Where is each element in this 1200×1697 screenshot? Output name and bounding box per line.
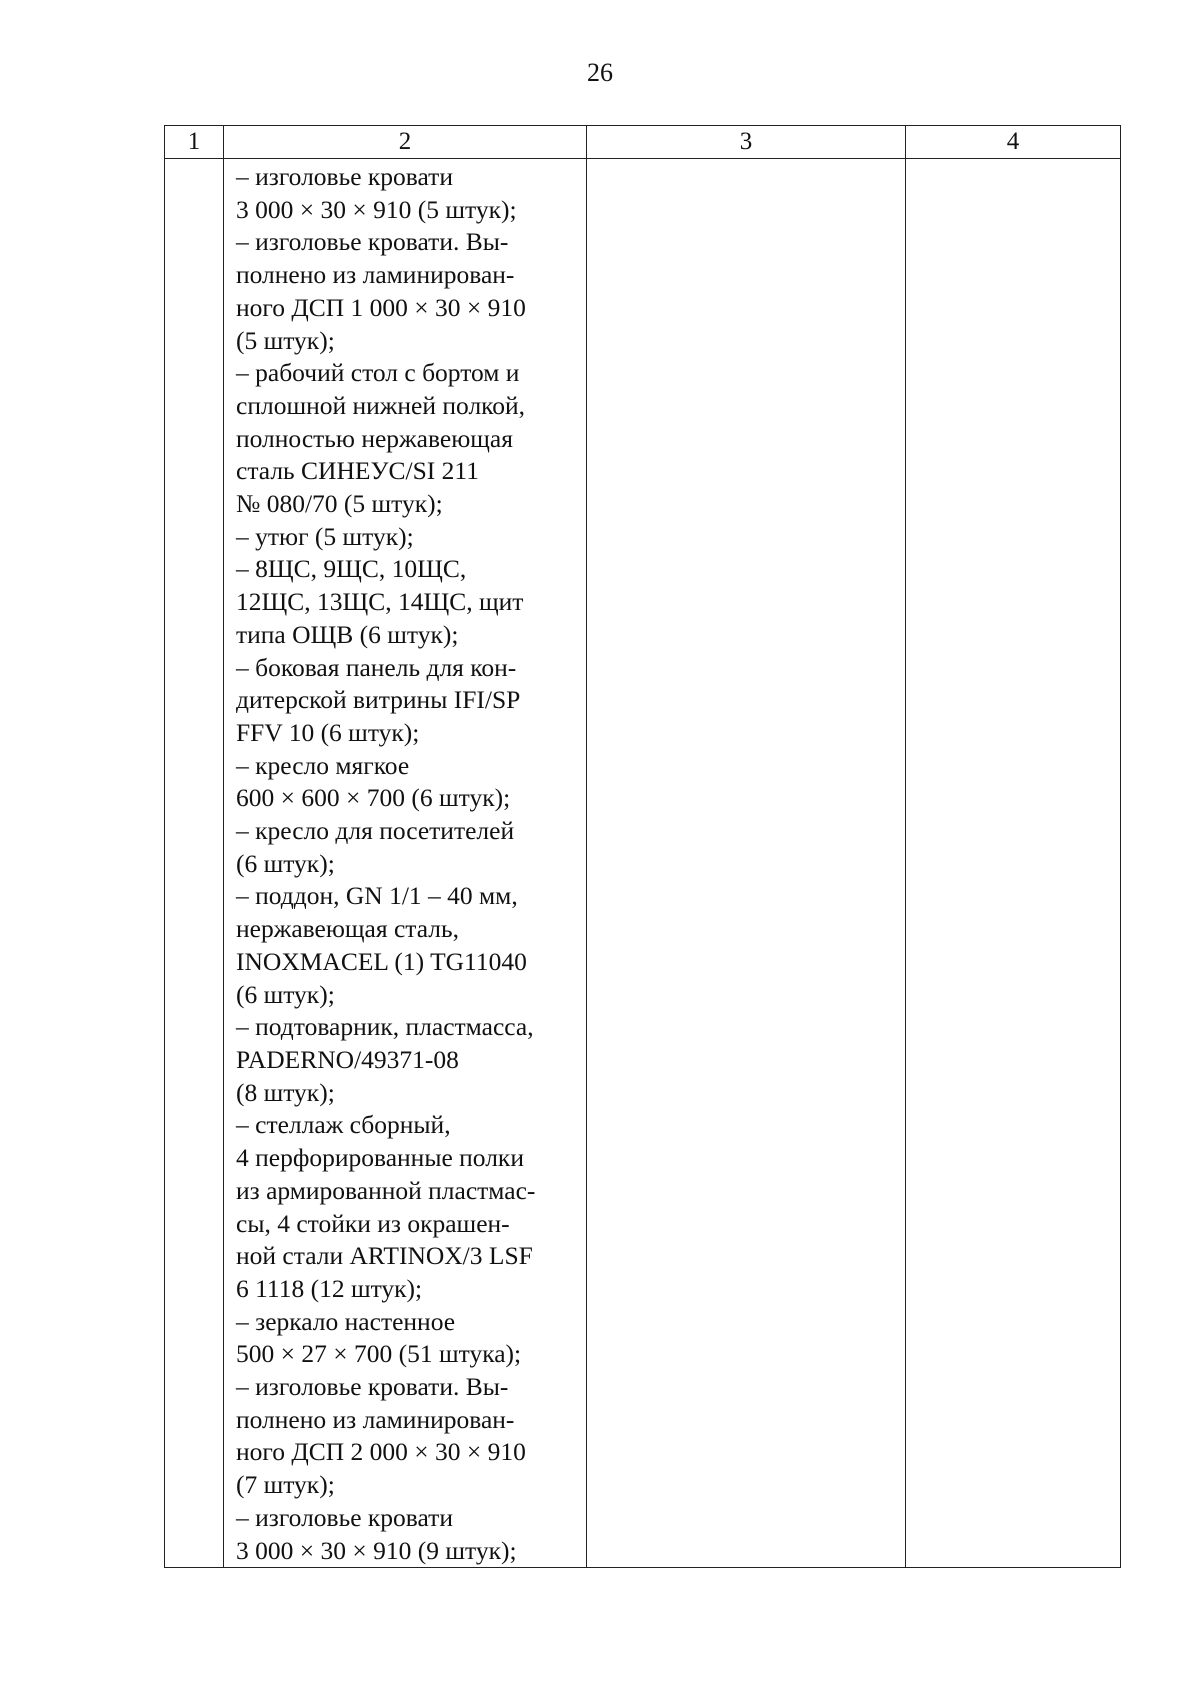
text-line: – стеллаж сборный, (236, 1110, 451, 1140)
text-line: – подтоварник, пластмасса, (236, 1012, 534, 1042)
text-line: из армированной пластмас- (236, 1175, 536, 1205)
text-line: – изголовье кровати (236, 162, 453, 191)
column-header-3: 3 (587, 126, 906, 159)
text-line: – кресло мягкое (236, 750, 410, 780)
text-line: 3 000 × 30 × 910 (9 штук); (236, 1535, 517, 1565)
text-line: FFV 10 (6 штук); (236, 717, 420, 747)
text-line: полнено из ламинирован- (236, 260, 515, 290)
text-line: – изголовье кровати. Вы- (236, 1372, 509, 1402)
text-line: – 8ЩС, 9ЩС, 10ЩС, (236, 554, 467, 584)
column-header-4: 4 (906, 126, 1121, 159)
table-header-row (165, 126, 1121, 159)
text-line: дитерской витрины IFI/SP (236, 685, 521, 715)
table-row (165, 159, 1121, 1568)
text-line: 4 перфорированные полки (236, 1143, 524, 1173)
text-line: сплошной нижней полкой, (236, 390, 526, 420)
text-line: полнено из ламинирован- (236, 1404, 515, 1434)
text-line: ной стали ARTINOX/3 LSF (236, 1241, 533, 1271)
text-line: (5 штук); (236, 325, 335, 355)
cell-column-2 (224, 159, 587, 1568)
text-line: (6 штук); (236, 848, 335, 878)
page-number: 26 (587, 58, 613, 87)
cell-column-4 (906, 159, 1121, 1568)
cell-column-3 (587, 159, 906, 1568)
text-line: 6 1118 (12 штук); (236, 1273, 423, 1303)
text-line: 500 × 27 × 700 (51 штука); (236, 1339, 522, 1369)
text-line: – утюг (5 штук); (236, 521, 414, 551)
text-line: 3 000 × 30 × 910 (5 штук); (236, 194, 517, 224)
text-line: PADERNO/49371-08 (236, 1044, 459, 1074)
text-line: № 080/70 (5 штук); (236, 489, 443, 519)
text-line: (8 штук); (236, 1077, 335, 1107)
item-list (224, 159, 586, 1567)
text-line: – изголовье кровати. Вы- (236, 227, 509, 257)
text-line: – кресло для посетителей (236, 816, 515, 846)
column-header-2: 2 (224, 126, 587, 159)
column-header-1: 1 (165, 126, 224, 159)
text-line: 12ЩС, 13ЩС, 14ЩС, щит (236, 587, 524, 617)
text-line: (7 штук); (236, 1470, 335, 1500)
text-line: сталь СИНЕУС/SI 211 (236, 456, 479, 486)
text-line: типа ОЩВ (6 штук); (236, 619, 459, 649)
text-line: – изголовье кровати (236, 1502, 453, 1532)
text-line: ного ДСП 1 000 × 30 × 910 (236, 292, 526, 322)
text-line: (6 штук); (236, 979, 335, 1009)
text-line: – поддон, GN 1/1 – 40 мм, (236, 881, 518, 911)
text-line: ного ДСП 2 000 × 30 × 910 (236, 1437, 526, 1467)
text-line: – зеркало настенное (236, 1306, 456, 1336)
text-line: – боковая панель для кон- (236, 652, 517, 682)
text-line: сы, 4 стойки из окрашен- (236, 1208, 510, 1238)
text-line: – рабочий стол с бортом и (236, 358, 520, 388)
cell-column-1 (165, 159, 224, 1568)
text-line: полностью нержавеющая (236, 423, 513, 453)
text-line: нержавеющая сталь, (236, 914, 460, 944)
specification-table (164, 125, 1121, 1568)
text-line: 600 × 600 × 700 (6 штук); (236, 783, 511, 813)
text-line: INOXMACEL (1) TG11040 (236, 946, 527, 976)
